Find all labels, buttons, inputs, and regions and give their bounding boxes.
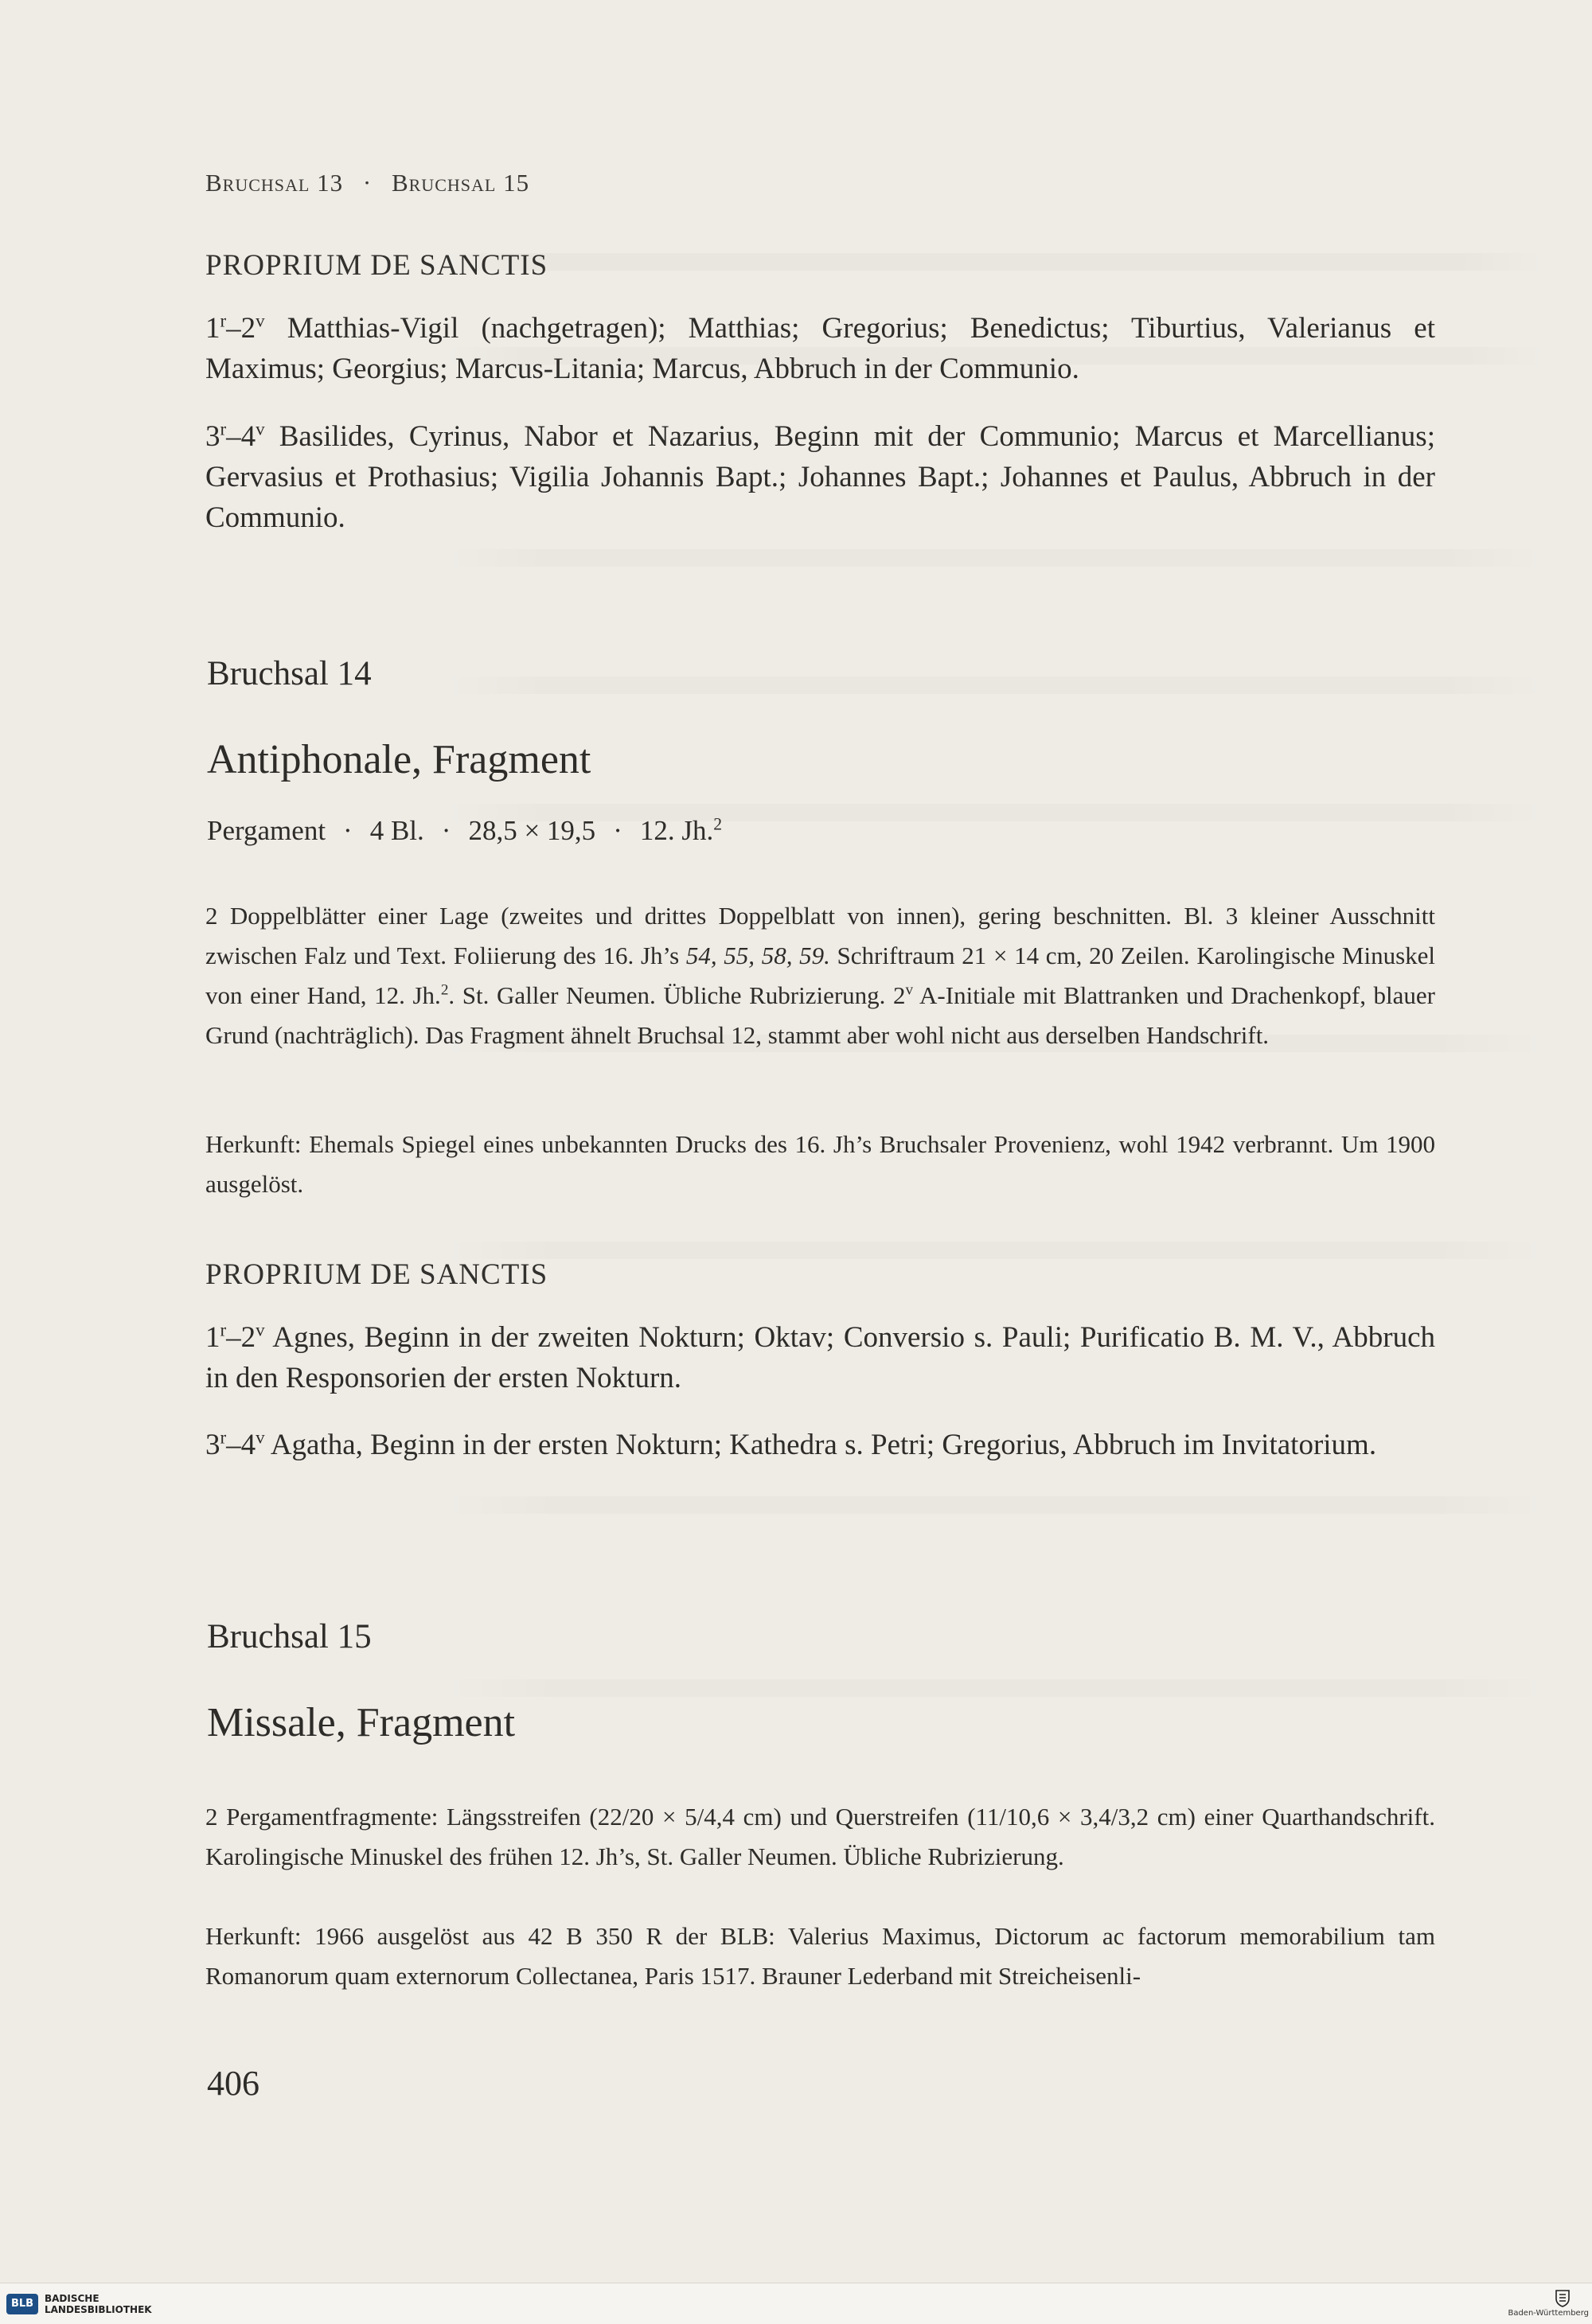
section-heading-proprium-2: PROPRIUM DE SANCTIS (205, 1258, 548, 1291)
physical-description-bruchsal-14: Pergament · 4 Bl. · 28,5 × 19,5 · 12. Jh.$^2$ (207, 814, 723, 846)
folio-sup: v (256, 1320, 265, 1340)
entry-text: Matthias-Vigil (nachgetragen); Matthias; Gregorius; Benedictus; Tiburtius, Valerianus et Maximus; Georgius; Marcus-Litania; Marcus, Abbruch in der Communio. (205, 312, 1435, 385)
section-heading-proprium-1: PROPRIUM DE SANCTIS (205, 249, 548, 282)
provenance-bruchsal-15: Herkunft: 1966 ausgelöst aus 42 B 350 R der BLB: Valerius Maximus, Dictorum ac factorum memorabilium tam Romanorum quam externorum Collectanea, Paris 1517. Brauner Lederband mit Streicheisenli- (205, 1922, 1435, 1990)
description-text: . St. Galler Neumen. Übliche Rubrizierung. 2 (448, 981, 906, 1009)
proprium-entry-1 (205, 308, 1435, 389)
folio-range: –4 (226, 1429, 256, 1461)
blb-logo-icon[interactable]: BLB (6, 2294, 38, 2314)
description-bruchsal-15: 2 Pergamentfragmente: Längsstreifen (22/20 × 5/4,4 cm) und Querstreifen (11/10,6 × 3,4/3,2 cm) einer Quarthandschrift. Karolingische Minuskel des frühen 12. Jh’s, St. Galler Neumen. Übliche Rubrizierung. (205, 1803, 1435, 1870)
foliation-numbers: 54, 55, 58, 59. (685, 942, 830, 969)
folio-range: –4 (226, 420, 256, 453)
library-name[interactable] (45, 2293, 152, 2315)
description-text: Schriftraum 21 × 14 cm, 20 Zeilen. Karolingische Minuskel von einer Hand, 12. Jh. (205, 942, 1436, 1009)
folio-number: 3 (205, 420, 220, 453)
running-head-right: Bruchsal 15 (391, 169, 530, 197)
leaf-count: 4 Bl. (369, 815, 424, 846)
proprium-entry-2 (205, 416, 1435, 538)
dating: 12. Jh. (639, 815, 714, 846)
folio-range: –2 (226, 312, 256, 345)
signature-heading-bruchsal-15: Bruchsal 15 (207, 1618, 372, 1655)
description-sup: 2 (440, 981, 449, 999)
folio-sup: r (220, 419, 227, 439)
folio-sup: v (256, 310, 265, 331)
library-name-line-1: BADISCHE (45, 2293, 100, 2304)
entry-text: Basilides, Cyrinus, Nabor et Nazarius, Beginn mit der Communio; Marcus et Marcellianus; Gervasius et Prothasius; Vigilia Johannis Bapt.; Johannes Bapt.; Johannes et Paulus, Abbruch in der Communio. (205, 420, 1435, 534)
signature-heading-bruchsal-14: Bruchsal 14 (207, 655, 372, 692)
provenance-bruchsal-14: Herkunft: Ehemals Spiegel eines unbekannten Drucks des 16. Jh’s Bruchsaler Provenienz, wohl 1942 verbrannt. Um 1900 ausgelöst. (205, 1130, 1435, 1198)
state-label: Baden-Württemberg (1508, 2309, 1589, 2318)
folio-sup: v (256, 1427, 265, 1448)
entry-text: Agatha, Beginn in der ersten Nokturn; Kathedra s. Petri; Gregorius, Abbruch im Invitatorium. (264, 1429, 1377, 1461)
running-head (205, 169, 529, 197)
folio-number: 1 (205, 312, 220, 345)
entry-text: Agnes, Beginn in der zweiten Nokturn; Oktav; Conversio s. Pauli; Purificatio B. M. V., Abbruch in den Responsorien der ersten Nokturn. (205, 1321, 1435, 1394)
title-heading-bruchsal-15: Missale, Fragment (207, 1700, 516, 1745)
description-bruchsal-14 (205, 896, 1435, 1055)
coat-of-arms-icon (1554, 2288, 1571, 2307)
proprium-entry-4 (205, 1425, 1435, 1465)
running-head-separator: · (362, 169, 373, 197)
description-text: A-Initiale mit Blattranken und Drachenkopf, blauer Grund (nachträglich). Das Fragment ähnelt Bruchsal 12, stammt aber wohl nicht aus derselben Handschrift. (205, 981, 1436, 1049)
folio-sup: r (220, 1320, 227, 1340)
dimensions: 28,5 × 19,5 (468, 815, 596, 846)
library-name-line-2: LANDESBIBLIOTHEK (45, 2304, 152, 2315)
page-number: 406 (207, 2064, 259, 2103)
description-sup: v (905, 981, 914, 999)
folio-range: –2 (226, 1321, 256, 1354)
folio-number: 3 (205, 1429, 220, 1461)
description-text: 2 Doppelblätter einer Lage (zweites und drittes Doppelblatt von innen), gering beschnitten. Bl. 3 kleiner Ausschnitt zwischen Falz und Text. Foliierung des 16. Jh’s (205, 902, 1435, 969)
running-head-left: Bruchsal 13 (205, 169, 344, 197)
material: Pergament (207, 815, 326, 846)
dating-sup: 2 (713, 814, 723, 834)
footer-bar (0, 2283, 1592, 2324)
folio-sup: v (256, 419, 265, 439)
folio-sup: r (220, 310, 227, 331)
proprium-entry-3 (205, 1317, 1435, 1398)
folio-number: 1 (205, 1321, 220, 1354)
title-heading-bruchsal-14: Antiphonale, Fragment (207, 737, 591, 782)
folio-sup: r (220, 1427, 227, 1448)
